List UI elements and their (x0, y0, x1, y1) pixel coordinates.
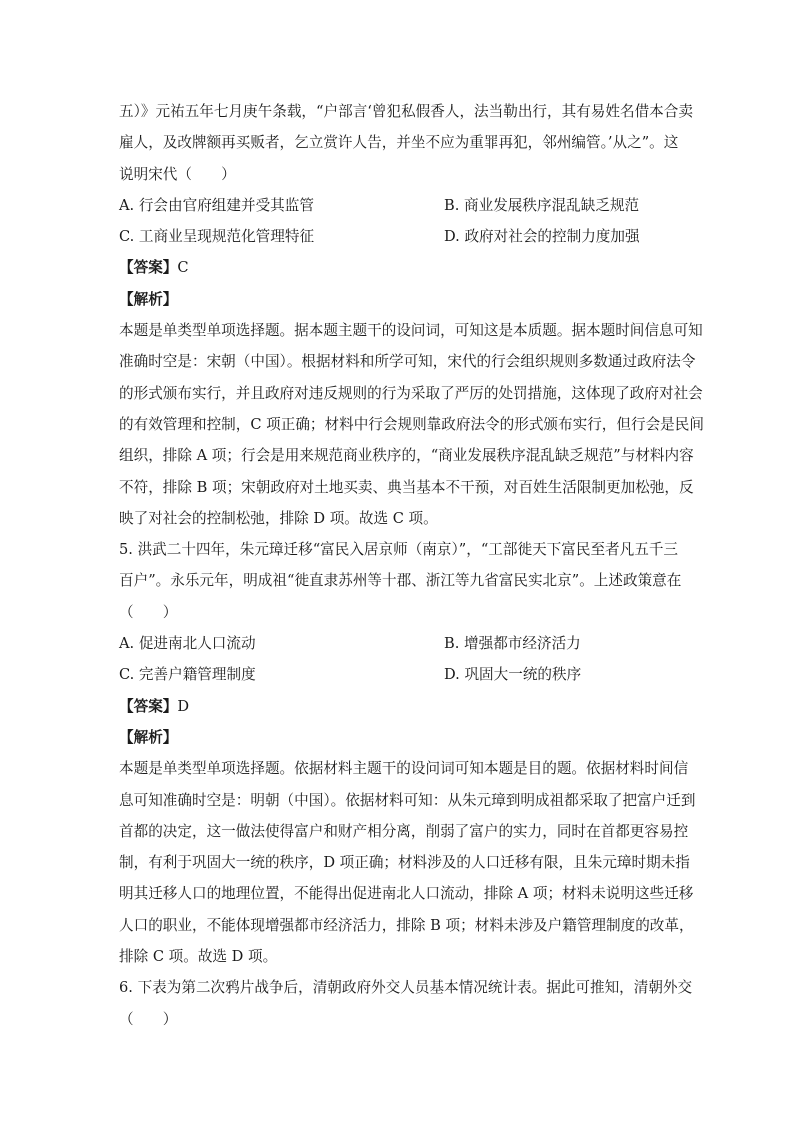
q4-option-c: C. 工商业呈现规范化管理特征 (119, 228, 315, 246)
q5-answer (119, 691, 675, 722)
q5-option-a: A. 促进南北人口流动 (119, 635, 256, 653)
q4-options-row (119, 190, 675, 221)
q4-option-d: D. 政府对社会的控制力度加强 (444, 228, 640, 246)
q4-analysis-line: 组织，排除 A 项；行会是用来规范商业秩序的，“商业发展秩序混乱缺乏规范”与材料内容 (119, 447, 694, 465)
q5-analysis-label: 【解析】 (119, 728, 178, 746)
q4-stem-line: 五）》元祐五年七月庚午条载，“户部言‘曾犯私假香人，法当勒出行，其有易姓名借本合卖 (119, 103, 693, 120)
q5-analysis-line: 制，有利于巩固大一统的秩序，D 项正确；材料涉及的人口迁移有限，且朱元璋时期未指 (119, 854, 690, 872)
q4-analysis-line: 准确时空是：宋朝（中国）。根据材料和所学可知，宋代的行会组织规则多数通过政府法令 (119, 353, 696, 371)
q5-stem-line: 百户”。永乐元年，明成祖“徙直隶苏州等十郡、浙江等九省富民实北京”。上述政策意在 (119, 572, 682, 590)
answer-label: 【答案】 (119, 697, 178, 715)
q4-options-row (119, 221, 675, 252)
q5-analysis-line: 本题是单类型单项选择题。依据材料主题干的设问词可知本题是目的题。依据材料时间信 (119, 760, 689, 778)
q5-analysis-line: 首都的决定，这一做法使得富户和财产相分离，削弱了富户的实力，同时在首都更容易控 (119, 822, 689, 840)
q4-analysis-line: 不符，排除 B 项；宋朝政府对土地买卖、典当基本不干预，对百姓生活限制更加松弛，反 (119, 478, 694, 496)
document-content (119, 96, 704, 1035)
answer-value: C (177, 259, 189, 277)
q5-option-b: B. 增强都市经济活力 (444, 635, 581, 653)
q5-option-d: D. 巩固大一统的秩序 (444, 666, 582, 684)
answer-label: 【答案】 (119, 259, 178, 277)
q5-stem-line: 5. 洪武二十四年，朱元璋迁移“富民入居京师（南京）”，“工部徙天下富民至者凡五千三 (119, 541, 679, 559)
q6-stem-line: 6. 下表为第二次鸦片战争后，清朝政府外交人员基本情况统计表。据此可推知，清朝外交 (119, 979, 693, 997)
q5-analysis-line: 明其迁移人口的地理位置，不能得出促进南北人口流动，排除 A 项；材料未说明这些迁移 (119, 885, 694, 903)
q4-analysis-line: 的形式颁布实行，并且政府对违反规则的行为采取了严厉的处罚措施，这体现了政府对社会 (119, 384, 703, 402)
q6-stem-line: （ ） (119, 1010, 178, 1028)
q5-analysis-line: 人口的职业，不能体现增强都市经济活力，排除 B 项；材料未涉及户籍管理制度的改革， (119, 916, 694, 934)
q4-stem-line: 说明宋代（ ） (119, 165, 236, 183)
q5-option-c: C. 完善户籍管理制度 (119, 666, 256, 684)
q4-stem-line: 雇人，及改牌额再买贩者，乞立赏许人告，并坐不应为重罪再犯，邻州编管。’从之”。这 (119, 134, 679, 152)
q4-analysis-label: 【解析】 (119, 290, 178, 308)
question-6 (119, 972, 693, 1035)
q4-option-b: B. 商业发展秩序混乱缺乏规范 (444, 196, 640, 214)
question-4 (119, 96, 704, 534)
question-5 (119, 534, 696, 972)
q4-option-a: A. 行会由官府组建并受其监管 (119, 196, 314, 214)
q4-analysis-line: 本题是单类型单项选择题。据本题主题干的设问词，可知这是本质题。据本题时间信息可知 (119, 322, 703, 340)
q4-answer (119, 252, 675, 283)
q5-options-row (119, 628, 675, 659)
q5-analysis-line: 息可知准确时空是：明朝（中国）。依据材料可知：从朱元璋到明成祖都采取了把富户迁到 (119, 791, 696, 809)
q5-stem-line: （ ） (119, 603, 178, 621)
q4-analysis-line: 的有效管理和控制，C 项正确；材料中行会规则靠政府法令的形式颁布实行，但行会是民间 (119, 415, 704, 433)
answer-value: D (177, 697, 190, 715)
q5-options-row (119, 659, 675, 690)
q4-analysis-line: 映了对社会的控制松弛，排除 D 项。故选 C 项。 (119, 509, 438, 527)
q5-analysis-line: 排除 C 项。故选 D 项。 (119, 948, 278, 966)
